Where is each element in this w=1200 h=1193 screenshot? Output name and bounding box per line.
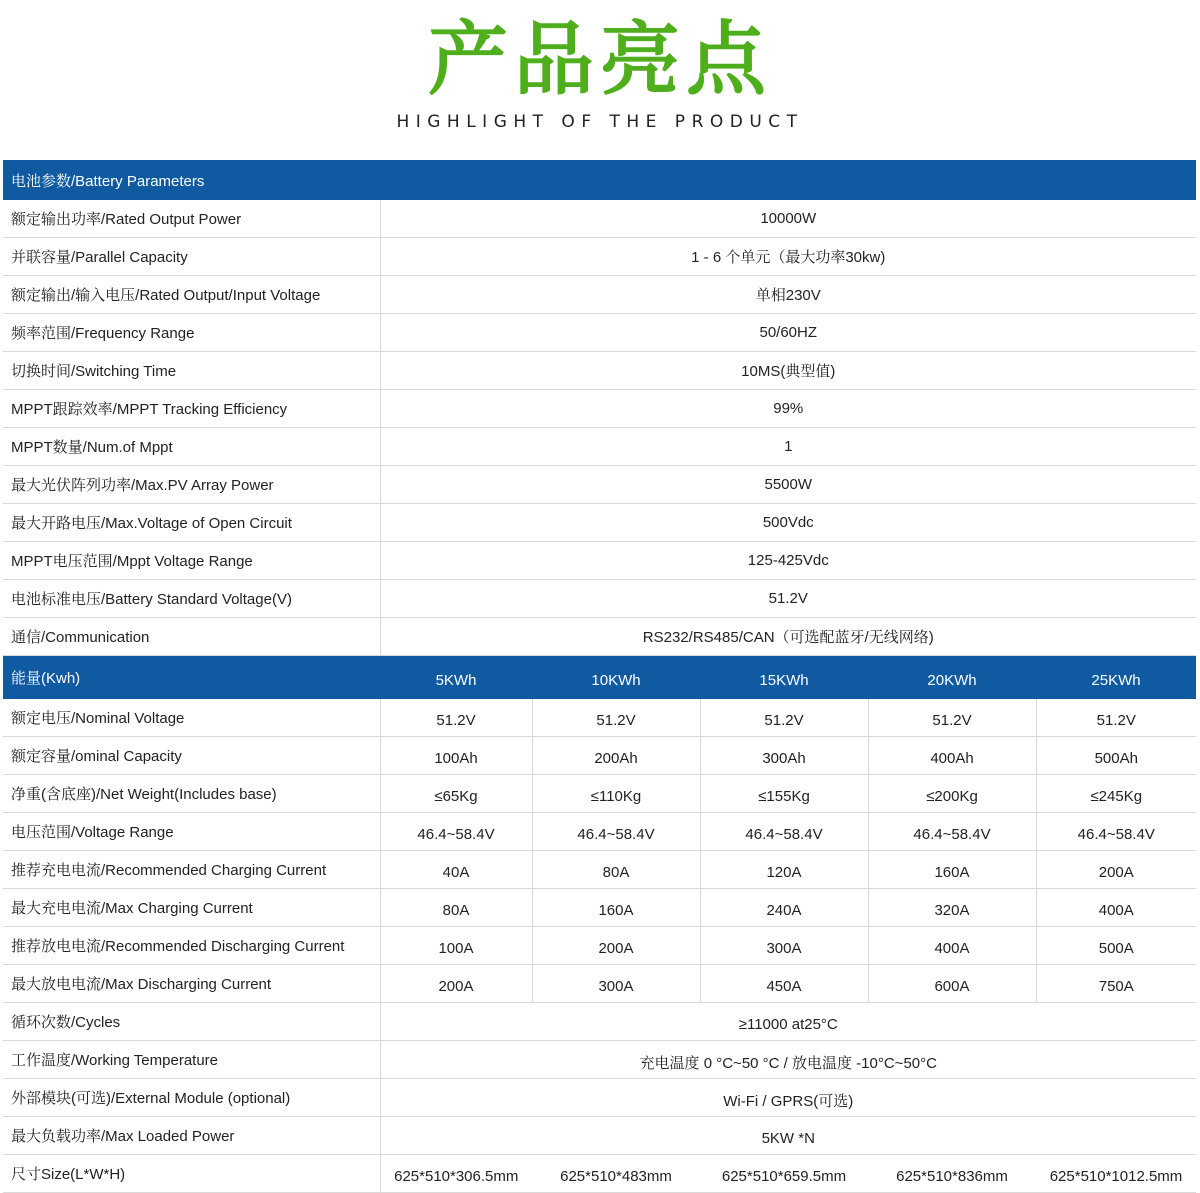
battery-row xyxy=(3,466,1196,504)
row-cell: 400Ah xyxy=(868,737,1036,775)
row-label: 最大负载功率/Max Loaded Power xyxy=(3,1117,380,1155)
row-value: 5KW *N xyxy=(380,1117,1196,1155)
size-cell: 625*510*836mm xyxy=(868,1155,1036,1193)
battery-section-title: 电池参数/Battery Parameters xyxy=(3,160,1196,200)
row-label: 推荐充电电流/Recommended Charging Current xyxy=(3,851,380,889)
row-value: 1 - 6 个单元（最大功率30kw) xyxy=(380,238,1196,276)
size-cell: 625*510*659.5mm xyxy=(700,1155,868,1193)
page-header xyxy=(0,0,1200,158)
row-cell: 160A xyxy=(868,851,1036,889)
column-header: 25KWh xyxy=(1036,656,1196,700)
row-label: MPPT跟踪效率/MPPT Tracking Efficiency xyxy=(3,390,380,428)
row-cell: 160A xyxy=(532,889,700,927)
page-subtitle-en: HIGHLIGHT OF THE PRODUCT xyxy=(396,112,804,132)
row-label: 并联容量/Parallel Capacity xyxy=(3,238,380,276)
row-cell: 500A xyxy=(1036,927,1196,965)
row-label: 额定输出功率/Rated Output Power xyxy=(3,200,380,238)
energy-row xyxy=(3,737,1196,775)
energy-row xyxy=(3,813,1196,851)
row-label: 电池标准电压/Battery Standard Voltage(V) xyxy=(3,580,380,618)
row-label: 电压范围/Voltage Range xyxy=(3,813,380,851)
energy-row xyxy=(3,699,1196,737)
battery-row xyxy=(3,276,1196,314)
row-value: 5500W xyxy=(380,466,1196,504)
energy-row xyxy=(3,775,1196,813)
row-cell: ≤200Kg xyxy=(868,775,1036,813)
row-label: 工作温度/Working Temperature xyxy=(3,1041,380,1079)
energy-wide-row xyxy=(3,1117,1196,1155)
row-value: 50/60HZ xyxy=(380,314,1196,352)
row-cell: 46.4~58.4V xyxy=(1036,813,1196,851)
row-label: MPPT数量/Num.of Mppt xyxy=(3,428,380,466)
battery-row xyxy=(3,390,1196,428)
row-label: 推荐放电电流/Recommended Discharging Current xyxy=(3,927,380,965)
row-cell: 200A xyxy=(532,927,700,965)
row-cell: ≤155Kg xyxy=(700,775,868,813)
row-cell: 400A xyxy=(1036,889,1196,927)
size-cell: 625*510*483mm xyxy=(532,1155,700,1193)
row-value: 10000W xyxy=(380,200,1196,238)
row-cell: 450A xyxy=(700,965,868,1003)
row-value: ≥11000 at25°C xyxy=(380,1003,1196,1041)
battery-row xyxy=(3,352,1196,390)
row-cell: 46.4~58.4V xyxy=(700,813,868,851)
row-cell: 51.2V xyxy=(380,699,532,737)
page-title-cn: 产品亮点 xyxy=(428,13,772,106)
energy-wide-row xyxy=(3,1003,1196,1041)
energy-wide-row xyxy=(3,1041,1196,1079)
battery-row xyxy=(3,428,1196,466)
row-cell: 51.2V xyxy=(532,699,700,737)
battery-row xyxy=(3,618,1196,656)
column-header: 5KWh xyxy=(380,656,532,700)
size-cell: 625*510*1012.5mm xyxy=(1036,1155,1196,1193)
energy-wide-row xyxy=(3,1079,1196,1117)
row-label: 最大开路电压/Max.Voltage of Open Circuit xyxy=(3,504,380,542)
energy-row xyxy=(3,889,1196,927)
row-cell: 500Ah xyxy=(1036,737,1196,775)
row-cell: 51.2V xyxy=(700,699,868,737)
row-label: 频率范围/Frequency Range xyxy=(3,314,380,352)
row-cell: 200A xyxy=(380,965,532,1003)
row-cell: 80A xyxy=(532,851,700,889)
row-label: 额定输出/输入电压/Rated Output/Input Voltage xyxy=(3,276,380,314)
row-label: 外部模块(可选)/External Module (optional) xyxy=(3,1079,380,1117)
row-value: 充电温度 0 °C~50 °C / 放电温度 -10°C~50°C xyxy=(380,1041,1196,1079)
row-label: 最大光伏阵列功率/Max.PV Array Power xyxy=(3,466,380,504)
row-label: MPPT电压范围/Mppt Voltage Range xyxy=(3,542,380,580)
row-value: 1 xyxy=(380,428,1196,466)
row-cell: 750A xyxy=(1036,965,1196,1003)
energy-row xyxy=(3,927,1196,965)
spec-table xyxy=(3,160,1196,1193)
row-label: 切换时间/Switching Time xyxy=(3,352,380,390)
battery-section-header xyxy=(3,160,1196,200)
energy-row xyxy=(3,851,1196,889)
row-value: Wi-Fi / GPRS(可选) xyxy=(380,1079,1196,1117)
row-cell: 80A xyxy=(380,889,532,927)
row-cell: 300A xyxy=(700,927,868,965)
row-cell: 240A xyxy=(700,889,868,927)
row-value: 单相230V xyxy=(380,276,1196,314)
row-cell: 100A xyxy=(380,927,532,965)
row-cell: ≤245Kg xyxy=(1036,775,1196,813)
row-cell: 46.4~58.4V xyxy=(532,813,700,851)
battery-row xyxy=(3,200,1196,238)
column-header: 20KWh xyxy=(868,656,1036,700)
row-cell: 51.2V xyxy=(868,699,1036,737)
row-value: 125-425Vdc xyxy=(380,542,1196,580)
row-cell: 300A xyxy=(532,965,700,1003)
row-value: RS232/RS485/CAN（可选配蓝牙/无线网络) xyxy=(380,618,1196,656)
row-label: 额定容量/ominal Capacity xyxy=(3,737,380,775)
row-value: 10MS(典型值) xyxy=(380,352,1196,390)
row-cell: ≤65Kg xyxy=(380,775,532,813)
size-row xyxy=(3,1155,1196,1193)
battery-row xyxy=(3,542,1196,580)
row-cell: 51.2V xyxy=(1036,699,1196,737)
battery-row xyxy=(3,238,1196,276)
row-cell: 300Ah xyxy=(700,737,868,775)
row-cell: 46.4~58.4V xyxy=(868,813,1036,851)
row-value: 99% xyxy=(380,390,1196,428)
row-cell: 320A xyxy=(868,889,1036,927)
row-cell: 200A xyxy=(1036,851,1196,889)
row-label: 最大充电电流/Max Charging Current xyxy=(3,889,380,927)
row-label: 净重(含底座)/Net Weight(Includes base) xyxy=(3,775,380,813)
row-value: 51.2V xyxy=(380,580,1196,618)
row-value: 500Vdc xyxy=(380,504,1196,542)
size-cell: 625*510*306.5mm xyxy=(380,1155,532,1193)
row-cell: ≤110Kg xyxy=(532,775,700,813)
row-cell: 200Ah xyxy=(532,737,700,775)
battery-row xyxy=(3,504,1196,542)
row-label: 通信/Communication xyxy=(3,618,380,656)
row-label: 额定电压/Nominal Voltage xyxy=(3,699,380,737)
energy-section-title: 能量(Kwh) xyxy=(3,656,380,700)
row-cell: 40A xyxy=(380,851,532,889)
row-label: 尺寸Size(L*W*H) xyxy=(3,1155,380,1193)
row-cell: 400A xyxy=(868,927,1036,965)
energy-row xyxy=(3,965,1196,1003)
battery-row xyxy=(3,580,1196,618)
row-cell: 600A xyxy=(868,965,1036,1003)
column-header: 10KWh xyxy=(532,656,700,700)
row-cell: 100Ah xyxy=(380,737,532,775)
battery-row xyxy=(3,314,1196,352)
row-cell: 120A xyxy=(700,851,868,889)
energy-section-header xyxy=(3,656,1196,700)
row-cell: 46.4~58.4V xyxy=(380,813,532,851)
row-label: 最大放电电流/Max Discharging Current xyxy=(3,965,380,1003)
column-header: 15KWh xyxy=(700,656,868,700)
row-label: 循环次数/Cycles xyxy=(3,1003,380,1041)
